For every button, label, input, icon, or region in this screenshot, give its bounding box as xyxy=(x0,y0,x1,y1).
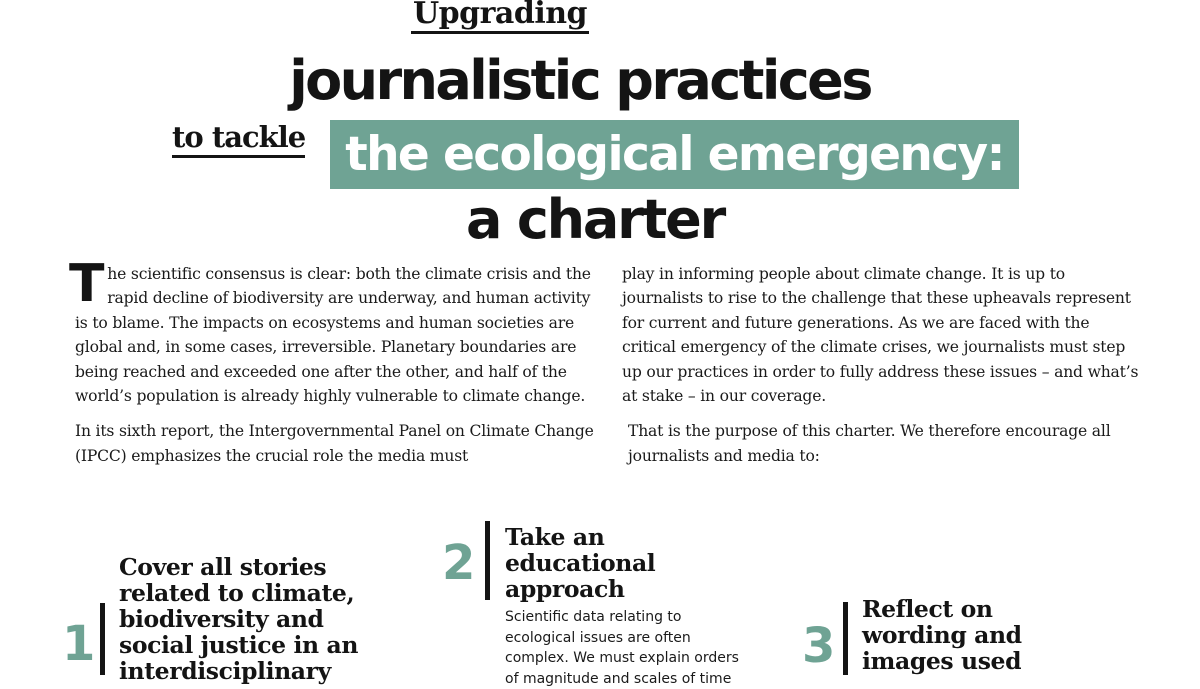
item-1-heading-line: interdisciplinary xyxy=(119,657,331,685)
item-2-heading-line: approach xyxy=(505,575,625,603)
item-3-number: 3 xyxy=(802,618,836,674)
intro-paragraph-1 xyxy=(69,254,600,408)
item-1-heading xyxy=(119,554,379,684)
intro-paragraph-2: In its sixth report, the Intergovernmental Panel on Climate Change (IPCC) emphasizes the crucial role the media must xyxy=(75,422,594,465)
item-2-heading xyxy=(505,524,705,602)
title-to-tackle-text: to tackle xyxy=(172,120,305,158)
intro-p1-line2: and the rapid decline of biodiversity are underway, and xyxy=(107,265,591,308)
item-2-heading-line: educational xyxy=(505,549,656,577)
item-3-heading xyxy=(862,596,1062,674)
title-upgrading-text: Upgrading xyxy=(411,0,589,34)
item-3-divider xyxy=(843,602,848,675)
item-2-number: 2 xyxy=(442,535,476,591)
item-3-heading-line: images used xyxy=(862,647,1022,675)
title-line-ecological-emergency: the ecological emergency: xyxy=(345,127,1004,182)
title-line-a-charter: a charter xyxy=(465,188,725,251)
item-1-heading-line: social justice in an xyxy=(119,631,359,659)
intro-column-left xyxy=(69,254,600,468)
title-line-to-tackle xyxy=(172,118,322,156)
item-2-divider xyxy=(485,521,490,600)
drop-cap: T xyxy=(69,254,105,314)
intro-column-right xyxy=(622,262,1147,468)
title-line-journalistic-practices: journalistic practices xyxy=(289,49,871,112)
item-2-body: Scientific data relating to ecological issues are often complex. We must explain orders of magnitude and scales of time xyxy=(505,609,739,687)
item-1-heading-line: related to climate, xyxy=(119,579,355,607)
item-1-number: 1 xyxy=(62,616,96,672)
item-3-heading-line: wording and xyxy=(862,621,1022,649)
intro-p1-line1: he scientific consensus is clear: both the climate crisis xyxy=(107,265,528,283)
item-1-divider xyxy=(100,603,105,675)
intro-paragraph-4: That is the purpose of this charter. We therefore encourage all journalists and media to: xyxy=(628,422,1111,465)
item-1-heading-line: Cover all stories xyxy=(119,553,327,581)
item-3-heading-line: Reflect on xyxy=(862,595,993,623)
item-1-heading-line: biodiversity and xyxy=(119,605,324,633)
item-2-heading-line: Take an xyxy=(505,523,605,551)
intro-p1-rest: human activity is to blame. The impacts on ecosystems and human societies are global and, in some cases, irreversible. Planetary boundaries are being reached and exceeded one after the other, and half of the world’s population is already highly vulnerable to climate change. xyxy=(75,289,591,406)
title-line-upgrading xyxy=(0,0,1000,34)
intro-paragraph-3: play in informing people about climate change. It is up to journalists to rise to the challenge that these upheavals represent for current and future generations. As we are faced with the critical emergency of the climate crises, we journalists must step up our practices in order to fully address these issues – and what’s at stake – in our coverage. xyxy=(622,265,1139,406)
